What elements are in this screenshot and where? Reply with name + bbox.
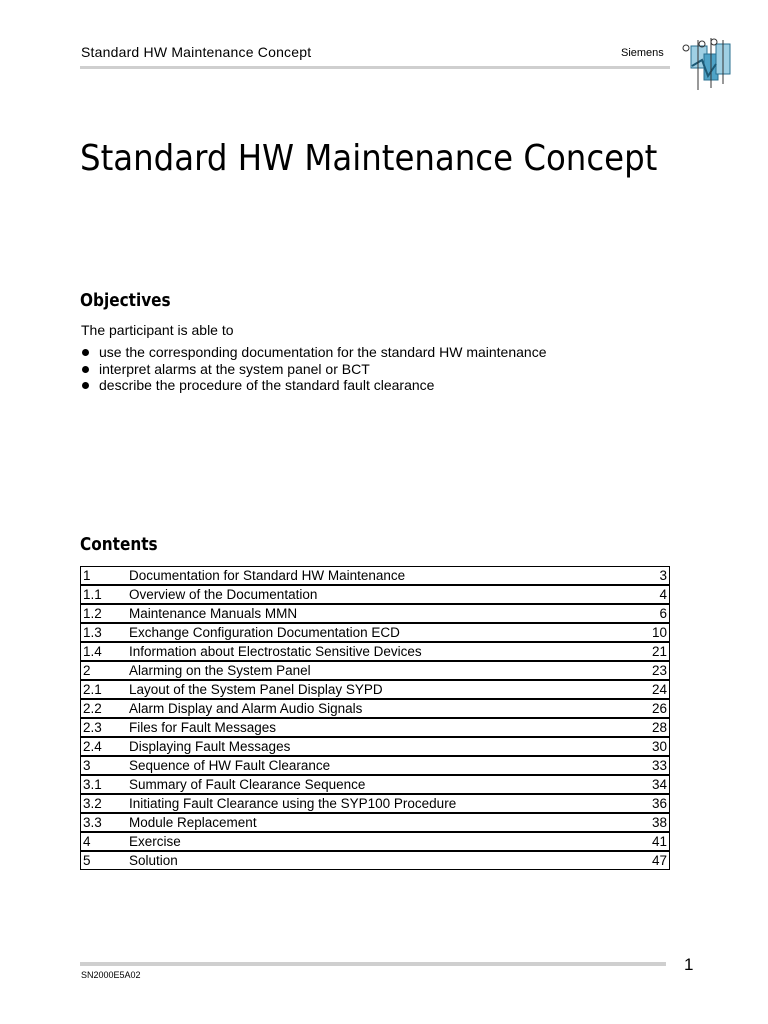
toc-number: 2.3 (81, 718, 128, 737)
toc-title: Overview of the Documentation (127, 585, 605, 604)
toc-number: 3.2 (81, 794, 128, 813)
toc-row[interactable] (81, 699, 670, 718)
toc-title: Exercise (127, 832, 605, 851)
company-logo-icon (678, 36, 734, 92)
objective-text: interpret alarms at the system panel or BCT (99, 360, 370, 377)
toc-number: 2.2 (81, 699, 128, 718)
toc-row[interactable] (81, 737, 670, 756)
toc-title: Initiating Fault Clearance using the SYP100 Procedure (127, 794, 605, 813)
header-divider (80, 66, 670, 69)
toc-number: 3.1 (81, 775, 128, 794)
toc-number: 2 (81, 661, 128, 680)
toc-number: 3.3 (81, 813, 128, 832)
toc-number: 1.1 (81, 585, 128, 604)
toc-number: 1.2 (81, 604, 128, 623)
table-of-contents (80, 566, 670, 870)
toc-title: Layout of the System Panel Display SYPD (127, 680, 605, 699)
toc-page: 6 (605, 604, 670, 623)
bullet-icon (82, 382, 89, 389)
toc-title: Exchange Configuration Documentation ECD (127, 623, 605, 642)
toc-row[interactable] (81, 718, 670, 737)
toc-row[interactable] (81, 851, 670, 870)
document-code: SN2000E5A02 (81, 970, 141, 980)
bullet-icon (82, 349, 89, 356)
toc-page: 36 (605, 794, 670, 813)
toc-title: Alarming on the System Panel (127, 661, 605, 680)
objective-item (80, 344, 547, 361)
toc-page: 28 (605, 718, 670, 737)
page-number: 1 (684, 955, 694, 974)
toc-title: Files for Fault Messages (127, 718, 605, 737)
objective-item (80, 377, 547, 394)
objectives-heading: Objectives (80, 290, 171, 311)
toc-page: 26 (605, 699, 670, 718)
toc-number: 4 (81, 832, 128, 851)
toc-page: 4 (605, 585, 670, 604)
toc-title: Documentation for Standard HW Maintenance (127, 567, 605, 586)
toc-row[interactable] (81, 604, 670, 623)
toc-row[interactable] (81, 642, 670, 661)
toc-number: 3 (81, 756, 128, 775)
toc-row[interactable] (81, 832, 670, 851)
toc-page: 47 (605, 851, 670, 870)
bullet-icon (82, 366, 89, 373)
objective-text: use the corresponding documentation for the standard HW maintenance (99, 344, 547, 360)
toc-page: 33 (605, 756, 670, 775)
toc-page: 23 (605, 661, 670, 680)
toc-page: 3 (605, 567, 670, 586)
header-title: Standard HW Maintenance Concept (81, 44, 312, 60)
toc-title: Solution (127, 851, 605, 870)
toc-page: 41 (605, 832, 670, 851)
toc-title: Maintenance Manuals MMN (127, 604, 605, 623)
objectives-list (80, 344, 547, 394)
toc-title: Sequence of HW Fault Clearance (127, 756, 605, 775)
toc-row[interactable] (81, 680, 670, 699)
toc-title: Displaying Fault Messages (127, 737, 605, 756)
document-title: Standard HW Maintenance Concept (80, 138, 658, 179)
footer-divider (80, 962, 666, 966)
toc-page: 10 (605, 623, 670, 642)
toc-number: 5 (81, 851, 128, 870)
toc-row[interactable] (81, 813, 670, 832)
toc-number: 1.4 (81, 642, 128, 661)
toc-page: 30 (605, 737, 670, 756)
toc-page: 38 (605, 813, 670, 832)
toc-row[interactable] (81, 775, 670, 794)
objectives-intro: The participant is able to (81, 322, 234, 338)
toc-row[interactable] (81, 585, 670, 604)
toc-number: 1.3 (81, 623, 128, 642)
contents-heading: Contents (80, 534, 158, 555)
toc-page: 24 (605, 680, 670, 699)
header-company: Siemens (621, 47, 664, 59)
toc-page: 21 (605, 642, 670, 661)
toc-number: 1 (81, 567, 128, 586)
toc-title: Summary of Fault Clearance Sequence (127, 775, 605, 794)
toc-title: Module Replacement (127, 813, 605, 832)
toc-number: 2.1 (81, 680, 128, 699)
toc-page: 34 (605, 775, 670, 794)
objective-item (80, 361, 547, 378)
toc-row[interactable] (81, 567, 670, 586)
toc-row[interactable] (81, 623, 670, 642)
toc-row[interactable] (81, 661, 670, 680)
toc-row[interactable] (81, 794, 670, 813)
toc-number: 2.4 (81, 737, 128, 756)
toc-title: Information about Electrostatic Sensitive Devices (127, 642, 605, 661)
objective-text: describe the procedure of the standard fault clearance (99, 377, 435, 393)
toc-title: Alarm Display and Alarm Audio Signals (127, 699, 605, 718)
toc-row[interactable] (81, 756, 670, 775)
